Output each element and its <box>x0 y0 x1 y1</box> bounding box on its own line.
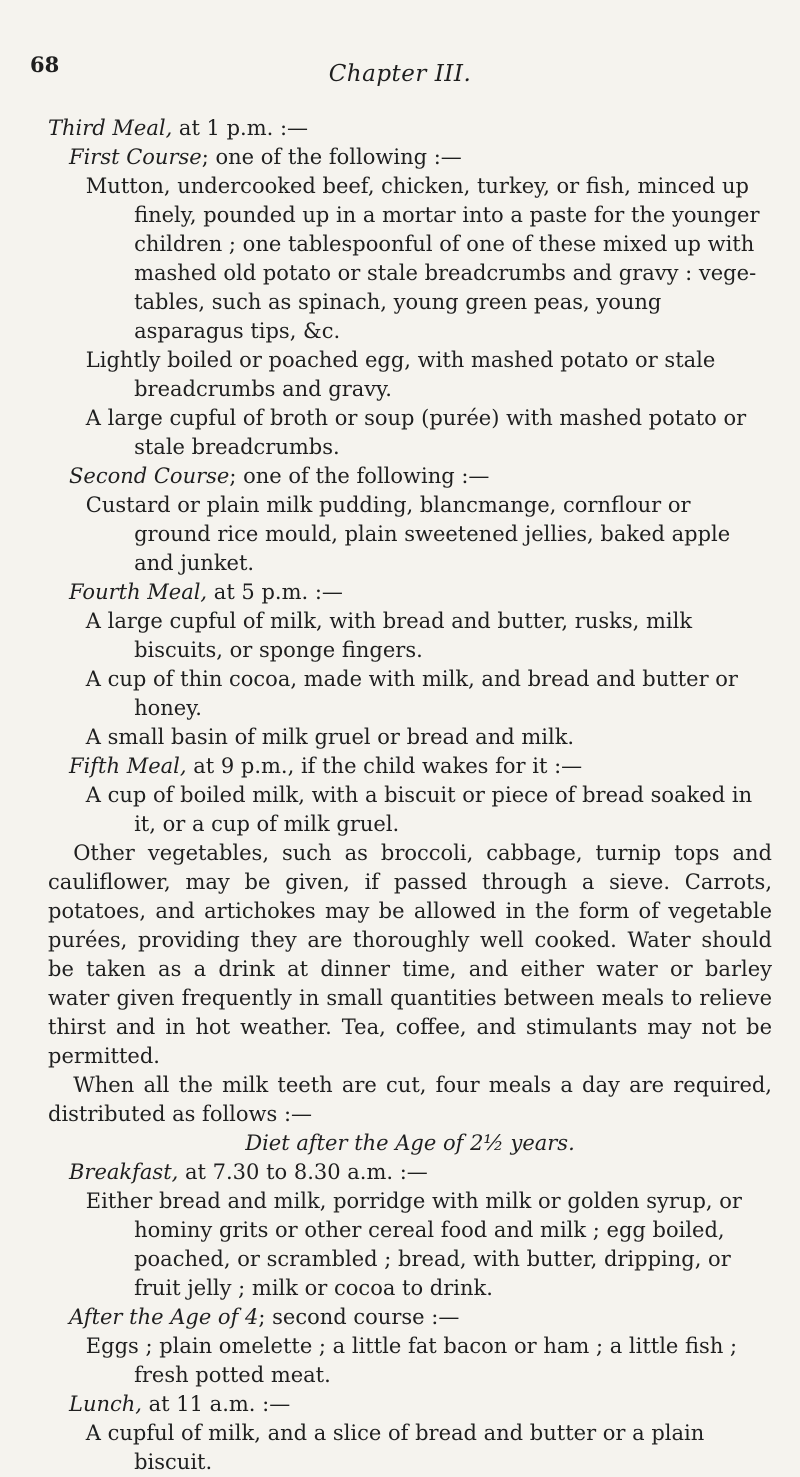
list-item: A cupful of milk, and a slice of bread and butter or a plain biscuit. <box>85 1421 705 1474</box>
list-item: A large cupful of milk, with bread and butter, rusks, milk biscuits, or sponge fingers. <box>85 609 693 662</box>
second-course-rest: ; one of the following :— <box>229 464 490 488</box>
list-item: A small basin of milk gruel or bread and milk. <box>85 725 575 749</box>
list-item: A cup of thin cocoa, made with milk, and bread and butter or honey. <box>85 667 738 720</box>
breakfast-heading <box>48 1158 772 1187</box>
list-item: A large cupful of broth or soup (purée) with mashed potato or stale breadcrumbs. <box>85 406 747 459</box>
after-age-rest: ; second course :— <box>258 1305 460 1329</box>
after-age-heading <box>48 1303 772 1332</box>
list-item: Lightly boiled or poached egg, with mashed potato or stale breadcrumbs and gravy. <box>85 348 716 401</box>
first-course-heading <box>48 143 772 172</box>
fifth-meal-time: at 9 p.m., if the child wakes for it :— <box>186 754 583 778</box>
first-course-rest: ; one of the following :— <box>201 145 462 169</box>
diet-section-heading: Diet after the Age of 2½ years. <box>245 1131 575 1155</box>
list-item: Either bread and milk, porridge with milk or golden syrup, or hominy grits or other cereal food and milk ; egg boiled, poached, or scrambled ; bread, with butter, dripping, or fruit jelly ; milk or cocoa to drink. <box>85 1189 742 1300</box>
first-course-title: First Course <box>69 145 202 169</box>
fourth-meal-title: Fourth Meal, <box>69 580 208 604</box>
body-paragraph: When all the milk teeth are cut, four meals a day are required, distributed as follows :— <box>48 1073 772 1126</box>
list-item: Custard or plain milk pudding, blancmange, cornflour or ground rice mould, plain sweetened jellies, baked apple and junket. <box>85 493 731 575</box>
page-body <box>48 114 772 1477</box>
chapter-heading: Chapter III. <box>328 61 472 87</box>
body-paragraph: Other vegetables, such as broccoli, cabbage, turnip tops and cauliflower, may be given, if passed through a sieve. Carrots, potatoes, and artichokes may be allowed in the form of vegetable purées, providing they are thoroughly well cooked. Water should be taken as a drink at dinner time, and either water or barley water given frequently in small quantities between meals to relieve thirst and in hot weather. Tea, coffee, and stimulants may not be permitted. <box>48 841 772 1068</box>
third-meal-heading <box>48 114 772 143</box>
fifth-meal-heading <box>48 752 772 781</box>
second-course-heading <box>48 462 772 491</box>
third-meal-time: at 1 p.m. :— <box>172 116 309 140</box>
second-course-title: Second Course <box>69 464 230 488</box>
breakfast-time: at 7.30 to 8.30 a.m. :— <box>178 1160 428 1184</box>
third-meal-title: Third Meal, <box>48 116 173 140</box>
page-number: 68 <box>30 52 60 77</box>
fourth-meal-heading <box>48 578 772 607</box>
list-item: Mutton, undercooked beef, chicken, turkey, or fish, minced up finely, pounded up in a mortar into a paste for the younger children ; one tablespoonful of one of these mixed up with mashed old potato or stale breadcrumbs and gravy : vegetables, such as spinach, young green peas, young asparagus tips, &c. <box>85 174 760 343</box>
breakfast-title: Breakfast, <box>69 1160 179 1184</box>
lunch-time: at 11 a.m. :— <box>141 1392 291 1416</box>
lunch-heading <box>48 1390 772 1419</box>
fifth-meal-title: Fifth Meal, <box>69 754 187 778</box>
after-age-title: After the Age of 4 <box>69 1305 259 1329</box>
list-item: Eggs ; plain omelette ; a little fat bacon or ham ; a little fish ; fresh potted meat. <box>85 1334 738 1387</box>
fourth-meal-time: at 5 p.m. :— <box>207 580 343 604</box>
lunch-title: Lunch, <box>69 1392 142 1416</box>
list-item: A cup of boiled milk, with a biscuit or piece of bread soaked in it, or a cup of milk gruel. <box>85 783 753 836</box>
